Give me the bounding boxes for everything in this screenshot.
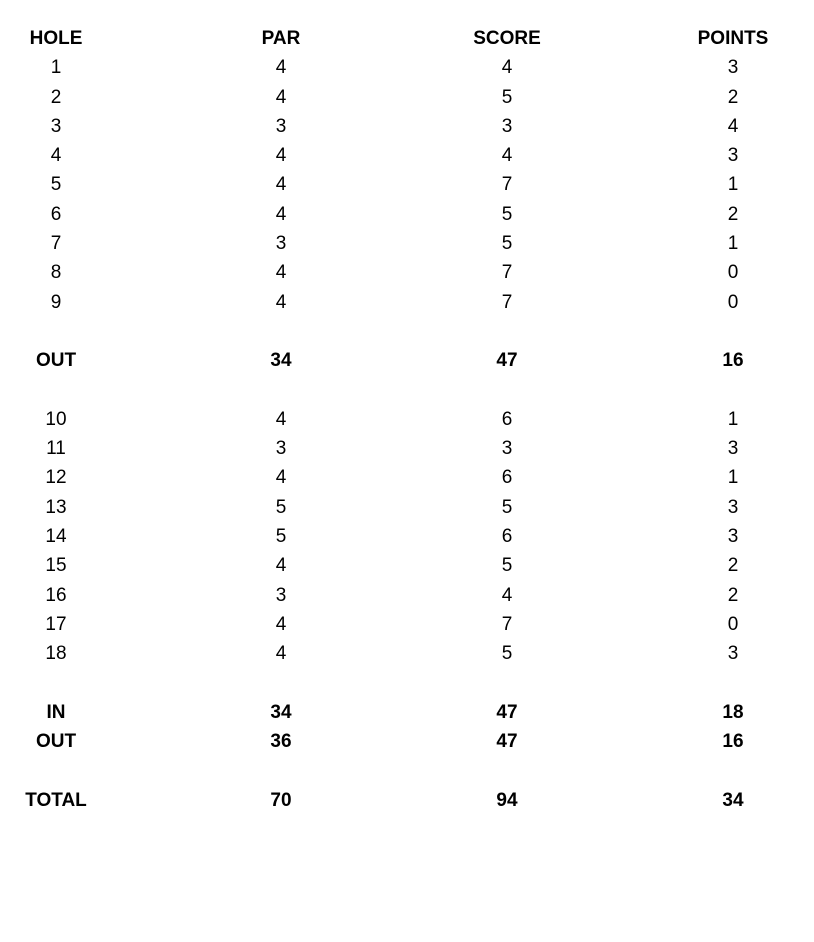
hole-cell: 9	[50, 291, 62, 313]
points-cell: 4	[727, 115, 739, 137]
hole-row	[0, 522, 814, 551]
par-cell: 4	[275, 467, 287, 489]
spacer	[0, 756, 814, 785]
header-hole: HOLE	[29, 28, 83, 49]
points-cell: 3	[727, 526, 739, 548]
par-cell: 4	[275, 291, 287, 313]
score-cell: 6	[501, 467, 513, 489]
points-cell: 3	[727, 145, 739, 167]
score-cell: 3	[501, 115, 513, 137]
par-cell: 4	[275, 262, 287, 284]
in-score: 47	[496, 701, 518, 723]
hole-row	[0, 581, 814, 610]
hole-row	[0, 83, 814, 112]
hole-row	[0, 551, 814, 580]
hole-row	[0, 200, 814, 229]
in-label: IN	[46, 701, 66, 723]
par-cell: 4	[275, 613, 287, 635]
hole-cell: 3	[50, 115, 62, 137]
hole-cell: 13	[45, 496, 67, 518]
points-cell: 0	[727, 613, 739, 635]
hole-row	[0, 112, 814, 141]
points-cell: 1	[727, 408, 739, 430]
spacer	[0, 669, 814, 698]
par-cell: 4	[275, 203, 287, 225]
out-points: 16	[722, 350, 744, 372]
score-cell: 7	[501, 174, 513, 196]
header-points: POINTS	[697, 28, 769, 49]
hole-cell: 15	[45, 555, 67, 577]
hole-cell: 18	[45, 643, 67, 665]
header-par: PAR	[261, 28, 301, 49]
par-cell: 4	[275, 145, 287, 167]
score-cell: 5	[501, 233, 513, 255]
par-cell: 4	[275, 57, 287, 79]
score-cell: 6	[501, 408, 513, 430]
score-cell: 5	[501, 555, 513, 577]
points-cell: 0	[727, 262, 739, 284]
par-cell: 3	[275, 438, 287, 460]
out-label: OUT	[35, 350, 77, 372]
back-nine-rows	[0, 405, 814, 669]
out-total-row-2	[0, 727, 814, 756]
hole-row	[0, 434, 814, 463]
total-score: 94	[496, 789, 518, 811]
out-score: 47	[496, 350, 518, 372]
hole-cell: 10	[45, 408, 67, 430]
points-cell: 2	[727, 555, 739, 577]
out-score-2: 47	[496, 731, 518, 753]
points-cell: 2	[727, 584, 739, 606]
points-cell: 3	[727, 57, 739, 79]
total-par: 70	[270, 789, 292, 811]
hole-row	[0, 288, 814, 317]
hole-cell: 17	[45, 613, 67, 635]
header-row	[0, 24, 814, 53]
header-score: SCORE	[473, 28, 541, 49]
out-total-row	[0, 346, 814, 375]
front-nine-rows	[0, 53, 814, 317]
hole-row	[0, 170, 814, 199]
points-cell: 0	[727, 291, 739, 313]
score-cell: 5	[501, 86, 513, 108]
points-cell: 2	[727, 203, 739, 225]
out-par: 34	[270, 350, 292, 372]
par-cell: 3	[275, 233, 287, 255]
score-cell: 3	[501, 438, 513, 460]
in-points: 18	[722, 701, 744, 723]
out-label-2: OUT	[35, 731, 77, 753]
par-cell: 4	[275, 86, 287, 108]
score-cell: 4	[501, 57, 513, 79]
hole-row	[0, 463, 814, 492]
hole-row	[0, 141, 814, 170]
in-total-row	[0, 698, 814, 727]
points-cell: 3	[727, 643, 739, 665]
score-cell: 4	[501, 145, 513, 167]
hole-cell: 11	[46, 438, 66, 460]
out-par-2: 36	[270, 731, 292, 753]
scorecard-table	[0, 24, 814, 815]
score-cell: 4	[501, 584, 513, 606]
score-cell: 7	[501, 613, 513, 635]
hole-cell: 5	[50, 174, 62, 196]
hole-row	[0, 405, 814, 434]
score-cell: 5	[501, 643, 513, 665]
par-cell: 5	[275, 496, 287, 518]
par-cell: 4	[275, 555, 287, 577]
hole-cell: 16	[45, 584, 67, 606]
score-cell: 7	[501, 262, 513, 284]
par-cell: 5	[275, 526, 287, 548]
in-par: 34	[270, 701, 292, 723]
score-cell: 6	[501, 526, 513, 548]
spacer	[0, 376, 814, 405]
hole-cell: 7	[50, 233, 62, 255]
hole-row	[0, 229, 814, 258]
par-cell: 4	[275, 643, 287, 665]
total-points: 34	[722, 789, 744, 811]
hole-cell: 2	[50, 86, 62, 108]
grand-total-row	[0, 786, 814, 815]
hole-row	[0, 610, 814, 639]
points-cell: 1	[727, 174, 739, 196]
hole-cell: 12	[45, 467, 67, 489]
total-label: TOTAL	[25, 789, 87, 811]
hole-cell: 8	[50, 262, 62, 284]
par-cell: 3	[275, 115, 287, 137]
points-cell: 1	[727, 467, 739, 489]
hole-cell: 4	[50, 145, 62, 167]
hole-cell: 1	[50, 57, 62, 79]
score-cell: 7	[501, 291, 513, 313]
out-points-2: 16	[722, 731, 744, 753]
hole-row	[0, 639, 814, 668]
par-cell: 3	[275, 584, 287, 606]
par-cell: 4	[275, 408, 287, 430]
hole-row	[0, 53, 814, 82]
hole-cell: 6	[50, 203, 62, 225]
par-cell: 4	[275, 174, 287, 196]
points-cell: 1	[727, 233, 739, 255]
score-cell: 5	[501, 496, 513, 518]
hole-row	[0, 258, 814, 287]
spacer	[0, 317, 814, 346]
hole-row	[0, 493, 814, 522]
points-cell: 3	[727, 496, 739, 518]
points-cell: 3	[727, 438, 739, 460]
score-cell: 5	[501, 203, 513, 225]
points-cell: 2	[727, 86, 739, 108]
hole-cell: 14	[45, 526, 67, 548]
